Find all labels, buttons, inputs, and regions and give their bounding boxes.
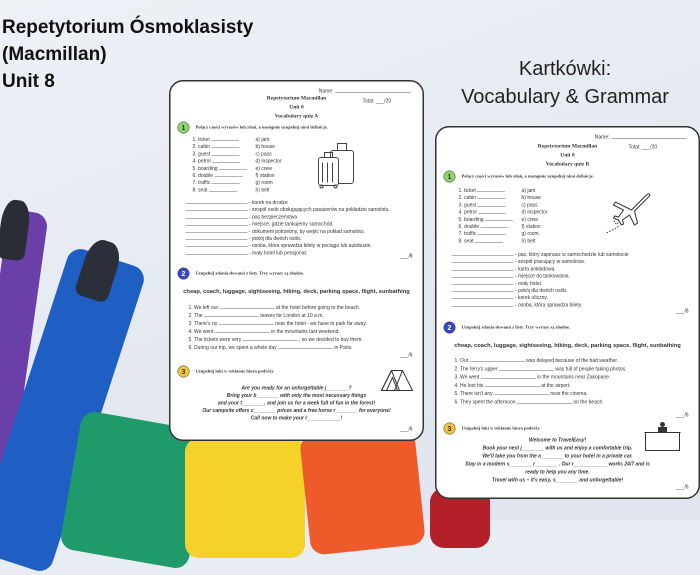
answer-blank[interactable] — [478, 235, 506, 236]
definition-text: - miejsce, gdzie tankujemy samochód. — [248, 221, 334, 228]
sheet-header-line: Vocabulary quiz A — [274, 113, 319, 119]
sentence-row — [189, 305, 361, 312]
sentence-start: 3. We went — [454, 374, 480, 381]
answer-blank[interactable] — [215, 333, 270, 334]
name-field — [595, 135, 687, 141]
section-3-score: ___/6 — [675, 484, 689, 490]
sentence-row — [455, 358, 619, 365]
section-3-instruction: Uzupełnij luki w reklamie biura podróży — [195, 368, 274, 374]
match-item-label: 4. petrol — [192, 158, 211, 165]
answer-blank[interactable] — [452, 256, 514, 257]
sentence-start: 1. Our — [454, 358, 469, 364]
yellow-marker — [185, 438, 305, 558]
sentence-start: 4. He lost his — [454, 382, 484, 389]
match-item-label: 2. cabin — [458, 195, 477, 201]
advert-line: and your t________, and join us for a week full of fun in the forest! — [217, 400, 376, 406]
title-line: Repetytorium Ósmoklasisty — [2, 17, 254, 38]
answer-blank[interactable] — [499, 370, 554, 371]
answer-blank[interactable] — [211, 148, 239, 149]
name-input-line[interactable] — [612, 138, 687, 139]
advert-line: Stay in a modern s________ r________ . Our r____________ works 24/7 and is — [465, 461, 650, 467]
airplane-illustration — [602, 185, 652, 235]
definition-row — [186, 250, 308, 257]
definition-text: - pokój dla dwóch osób. — [514, 288, 568, 294]
section-2-score: ___/6 — [399, 352, 413, 358]
section-3-number-icon: 3 — [178, 366, 190, 378]
match-item-label: 5. boarding — [458, 216, 484, 223]
sentence-end: leaves for London at 10 a.m. — [260, 313, 324, 319]
match-option: e) crew — [255, 165, 272, 172]
match-item-label: 6. double — [192, 173, 214, 179]
match-item-label: 2. cabin — [192, 144, 211, 150]
match-item-label: 1. ticket — [192, 137, 210, 143]
definition-row — [186, 200, 288, 207]
word-bank: cheap, coach, luggage, sightseeing, hiking, deck, parking space, flight, sunbathing — [183, 288, 410, 295]
sentence-end: in Paris. — [334, 345, 353, 351]
sentence-end: in the mountains near Zakopane. — [537, 374, 611, 381]
section-1-score: ___/8 — [399, 253, 413, 259]
match-item — [459, 188, 506, 195]
answer-blank[interactable] — [186, 211, 248, 212]
definition-text: - pokój dla dwóch osób. — [248, 236, 302, 242]
match-item — [459, 231, 506, 238]
sentence-end: near the cinema. — [550, 391, 588, 397]
sentence-start: 6. During our trip, we spent a whole day — [188, 345, 277, 351]
definition-row — [186, 207, 390, 214]
answer-blank[interactable] — [494, 395, 549, 396]
worksheet-quiz-a — [169, 80, 424, 441]
answer-blank[interactable] — [452, 263, 514, 264]
answer-blank[interactable] — [220, 309, 275, 310]
sentence-row — [455, 391, 588, 398]
answer-blank[interactable] — [481, 378, 536, 379]
answer-blank[interactable] — [470, 362, 525, 363]
match-option: b) house — [255, 144, 275, 150]
sentence-end: at the hotel before going to the beach. — [275, 305, 361, 311]
answer-blank[interactable] — [186, 204, 248, 205]
match-option: a) jam — [255, 137, 270, 143]
match-item-label: 7. traffic — [458, 231, 477, 237]
definition-text: - korek na drodze — [248, 200, 288, 206]
match-option: h) belt — [521, 238, 536, 244]
section-1-number-icon: 1 — [178, 122, 190, 134]
sentence-end: near the hotel - we have to park far away. — [275, 321, 367, 327]
sentence-row — [455, 366, 627, 373]
advert-line: Travel with us – it's easy, s________ and unforgettable! — [491, 477, 624, 483]
match-item — [459, 224, 509, 231]
section-3-score: ___/6 — [399, 426, 413, 432]
definition-text: - osoba, która sprawdza bilety. — [514, 302, 583, 308]
answer-blank[interactable] — [452, 270, 514, 271]
sentence-start: 1. We left our — [188, 305, 219, 311]
sentence-row — [455, 382, 571, 389]
answer-blank[interactable] — [452, 306, 514, 307]
sentence-row — [455, 374, 611, 381]
match-item-label: 4. petrol — [458, 209, 477, 216]
section-1-score: ___/8 — [675, 308, 689, 314]
name-label: Name: — [594, 134, 610, 140]
answer-blank[interactable] — [211, 141, 239, 142]
definition-row — [452, 288, 568, 295]
definition-row — [452, 302, 583, 309]
worksheet-quiz-b — [435, 126, 700, 499]
advert-line: Book your next j________ with us and enjoy a comfortable trip. — [482, 445, 633, 451]
answer-blank[interactable] — [485, 220, 513, 221]
sentence-end: in the mountains last weekend. — [271, 329, 340, 335]
sentence-end: , so we decided to buy them. — [298, 337, 363, 343]
section-1-number-icon: 1 — [444, 171, 456, 183]
match-item — [193, 144, 240, 151]
answer-blank[interactable] — [214, 177, 242, 178]
definition-text: - pas, który zapinasz w samochodzie lub samolocie — [514, 252, 629, 258]
answer-blank[interactable] — [212, 184, 240, 185]
sentence-start: 3. There's no — [188, 321, 218, 327]
orange-marker — [299, 424, 426, 555]
answer-blank[interactable] — [186, 247, 248, 248]
answer-blank[interactable] — [452, 284, 514, 285]
answer-blank[interactable] — [480, 228, 508, 229]
sentence-start: 2. The — [188, 313, 203, 319]
match-item — [193, 151, 240, 158]
match-item-label: 3. guest — [458, 202, 477, 208]
sentence-start: 5. The tickets were very — [188, 337, 242, 343]
answer-blank[interactable] — [186, 218, 248, 219]
definition-row — [452, 273, 570, 280]
answer-blank[interactable] — [452, 292, 514, 293]
word-bank: cheap, coach, luggage, sightseeing, hiking, deck, parking space, flight, sunbathing — [454, 342, 681, 349]
match-item-label: 7. traffic — [192, 180, 211, 186]
section-3-instruction: Uzupełnij luki w reklamie biura podróży — [461, 425, 540, 431]
definition-text: - mały hotel lub pensjonat. — [248, 250, 308, 256]
definition-text: - dokument potrzebny, by wejść na pokład samolotu. — [248, 228, 365, 235]
title-line: (Macmillan) — [2, 44, 107, 65]
sheet-header-line: Repetytorium Macmillan — [266, 95, 327, 101]
answer-blank[interactable] — [452, 299, 514, 300]
answer-blank[interactable] — [219, 169, 247, 170]
answer-blank[interactable] — [186, 240, 248, 241]
match-option: g) room — [521, 231, 539, 237]
sheet-header-line: Vocabulary quiz B — [545, 161, 590, 167]
sentence-end: at the airport. — [541, 382, 571, 389]
tent-illustration — [380, 369, 415, 392]
match-item-label: 1. ticket — [458, 188, 476, 194]
definition-text: - mały hotel. — [514, 280, 543, 287]
match-item — [193, 165, 247, 172]
subtitle-line: Kartkówki: — [518, 58, 612, 80]
advert-line: Are you ready for an unforgettable j________? — [241, 385, 352, 391]
answer-blank[interactable] — [212, 155, 240, 156]
answer-blank[interactable] — [278, 349, 333, 350]
answer-blank[interactable] — [186, 225, 248, 226]
definition-row — [186, 228, 365, 235]
match-item — [193, 180, 240, 187]
sentence-start: 2. The ferry's upper — [454, 366, 498, 372]
advert-line: We'll take you from the a________ to your hotel in a private car. — [482, 453, 633, 459]
luggage-illustration — [316, 141, 358, 189]
sentence-row — [455, 399, 604, 406]
match-item — [193, 137, 240, 144]
match-item — [193, 187, 237, 194]
section-3-number-icon: 3 — [444, 423, 456, 435]
match-item — [193, 173, 243, 180]
definition-text: - osoba, która sprawdza bilety w pociągu lub autobusie. — [248, 243, 372, 249]
subtitle-line: Vocabulary & Grammar — [461, 86, 669, 108]
sentence-end: on the beach. — [573, 399, 604, 405]
sentence-row — [189, 321, 367, 328]
product-subtitle — [440, 55, 690, 111]
match-item-label: 3. guest — [192, 151, 211, 157]
advert-line: Bring your b________ with only the most necessary things — [226, 393, 367, 399]
sentence-start: 4. We went — [188, 329, 214, 335]
section-1-instruction: Połącz części wyrazów lub zdań, a następnie uzupełnij nimi definicje. — [195, 124, 328, 130]
sentence-start: 5. There isn't any — [454, 391, 493, 397]
answer-blank[interactable] — [477, 199, 505, 200]
match-option: g) room — [255, 180, 273, 186]
name-label: Name: — [318, 88, 334, 94]
title-line: Unit 8 — [2, 71, 55, 92]
answer-blank[interactable] — [478, 206, 506, 207]
match-item-label: 5. boarding — [192, 165, 218, 172]
match-item — [459, 238, 503, 245]
sheet-header-line: Unit 8 — [560, 152, 575, 158]
definition-row — [186, 214, 297, 221]
sentence-start: 6. They spent the afternoon — [454, 399, 516, 405]
sheet-header-line: Repetytorium Macmillan — [537, 143, 598, 149]
advert-line: Welcome to TravelEasy! — [528, 437, 587, 443]
match-option: d) inspector — [255, 158, 282, 165]
match-option: b) house — [521, 195, 541, 201]
match-item — [459, 202, 506, 209]
definition-text: - pas bezpieczeństwa — [248, 214, 297, 220]
match-item-label: 8. seat — [192, 187, 208, 193]
answer-blank[interactable] — [219, 325, 274, 326]
answer-blank[interactable] — [186, 232, 248, 233]
match-option: d) inspector — [521, 209, 548, 216]
definition-text: - zespół pracujący w samolocie. — [514, 259, 586, 265]
advert-line: Our campsite offers c________ prices and a free horse r________ for everyone! — [202, 408, 391, 414]
section-2-score: ___/6 — [675, 412, 689, 418]
answer-blank[interactable] — [204, 317, 259, 318]
sheet-header-line: Unit 8 — [289, 104, 304, 110]
definition-text: - karta pokładowa. — [514, 266, 556, 272]
advert-line: ready to help you any time. — [525, 469, 590, 475]
sentence-row — [189, 337, 363, 344]
section-2-number-icon: 2 — [178, 268, 190, 280]
section-2-instruction: Uzupełnij zdania słowami z listy. Trzy wyrazy są zbędne. — [195, 270, 305, 276]
definition-row — [452, 280, 543, 287]
sentence-end: was delayed because of the bad weather. — [526, 358, 619, 364]
section-1-instruction: Połącz części wyrazów lub zdań, a następnie uzupełnij nimi definicje. — [461, 173, 594, 179]
sentence-end: was full of people taking photos. — [555, 366, 627, 372]
answer-blank[interactable] — [517, 403, 572, 404]
sentence-row — [189, 313, 324, 320]
match-option: h) belt — [255, 187, 270, 193]
match-item-label: 6. double — [458, 224, 480, 230]
receptionist-illustration — [643, 422, 683, 452]
definition-text: - zespół osób obsługujących pasażerów na pokładzie samolotu. — [248, 207, 390, 213]
section-2-number-icon: 2 — [444, 322, 456, 334]
section-2-instruction: Uzupełnij zdania słowami z listy. Trzy wyrazy są zbędne. — [461, 324, 571, 330]
match-option: c) pass — [255, 151, 272, 157]
total-score: Total: ___/20 — [362, 98, 392, 104]
sentence-row — [189, 329, 340, 336]
answer-blank[interactable] — [209, 191, 237, 192]
match-item — [459, 209, 506, 216]
match-option: a) jam — [521, 188, 536, 194]
definition-row — [186, 236, 302, 243]
answer-blank[interactable] — [475, 242, 503, 243]
match-item — [459, 216, 513, 223]
definition-text: - korek uliczny. — [514, 295, 548, 301]
answer-blank[interactable] — [452, 277, 514, 278]
match-item-label: 8. seat — [458, 238, 474, 244]
answer-blank[interactable] — [186, 254, 248, 255]
definition-row — [452, 266, 556, 273]
answer-blank[interactable] — [485, 386, 540, 387]
definition-row — [452, 259, 586, 266]
match-option: e) crew — [521, 216, 538, 223]
answer-blank[interactable] — [477, 192, 505, 193]
match-item — [459, 195, 506, 202]
match-option: f) station — [521, 224, 541, 230]
total-score: Total: ___/20 — [628, 144, 658, 150]
definition-row — [452, 295, 548, 302]
definition-row — [186, 221, 334, 228]
sentence-row — [189, 345, 353, 352]
definition-row — [186, 243, 372, 250]
answer-blank[interactable] — [478, 213, 506, 214]
answer-blank[interactable] — [243, 341, 298, 342]
match-item — [193, 158, 240, 165]
advert-line: Call now to make your r____________! — [250, 415, 343, 421]
match-option: f) station — [255, 173, 275, 179]
definition-row — [452, 252, 629, 259]
match-option: c) pass — [521, 202, 538, 208]
answer-blank[interactable] — [212, 162, 240, 163]
name-input-line[interactable] — [336, 92, 411, 93]
definition-text: - miejsce do tankowania. — [514, 273, 570, 280]
